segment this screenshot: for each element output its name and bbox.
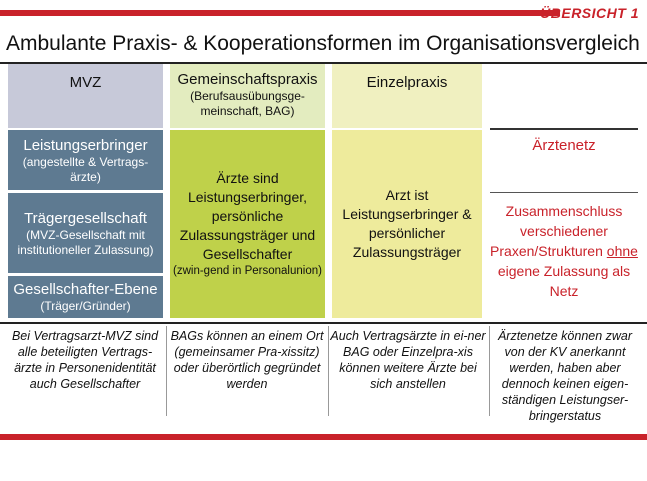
gemeinschaftspraxis-body (170, 130, 325, 318)
aerztenetz-body-text (490, 201, 638, 301)
einzelpraxis-body (332, 130, 482, 318)
mvz-block-main: Gesellschafter-Ebene (13, 281, 158, 298)
einzelpraxis-header (332, 64, 482, 128)
mvz-block-sub: (MVZ-Gesellschaft mit institutioneller Zulassung) (17, 227, 154, 257)
mvz-block-sub: (angestellte & Vertrags-ärzte) (22, 154, 149, 184)
table-bottom-rule (0, 322, 647, 324)
mvz-note: Bei Vertragsarzt-MVZ sind alle beteiligten Vertrags-ärzte in Personenidentität auch Gesellschafter (11, 329, 159, 391)
einzelpraxis-heading: Einzelpraxis (366, 74, 448, 91)
einzelpraxis-body-text: Arzt ist Leistungserbringer & persönlicher Zulassungsträger (342, 187, 472, 260)
overview-badge: ÜBERSICHT 1 (540, 5, 639, 21)
gemeinschaftspraxis-heading: Gemeinschaftspraxis (177, 71, 318, 88)
aerztenetz-heading: Ärztenetz (532, 136, 596, 154)
aerztenetz-body-underlined: ohne (606, 243, 638, 259)
top-accent-bar (0, 10, 560, 16)
mvz-block-main: Leistungserbringer (23, 136, 148, 154)
aerztenetz-note: Ärztenetze können zwar von der KV anerkannt werden, haben aber dennoch keinen eigen-ständigen Leistungser-bringerstatus (497, 329, 633, 423)
mvz-block-leistungserbringer (8, 130, 163, 190)
page-title: Ambulante Praxis- & Kooperationsformen im Organisationsvergleich (6, 32, 640, 55)
mvz-block-sub: (Träger/Gründer) (40, 299, 131, 313)
einzelpraxis-note: Auch Vertragsärzte in ei-ner BAG oder Einzelpra-xis können weitere Ärzte bei sich anstellen (330, 329, 486, 391)
mvz-heading: MVZ (69, 74, 102, 91)
aerztenetz-body (490, 196, 638, 306)
mvz-header (8, 64, 163, 128)
mvz-block-traegergesellschaft (8, 193, 163, 273)
aerztenetz-top-rule (490, 128, 638, 130)
gemeinschaftspraxis-body-sub: (zwin-gend in Personalunion) (173, 265, 322, 277)
gemeinschaftspraxis-note: BAGs können an einem Ort (gemeinsamer Pra-xissitz) oder überörtlich gegründet werden (170, 329, 324, 391)
aerztenetz-mid-rule (490, 192, 638, 193)
aerztenetz-body-after: eigene Zulassung als Netz (497, 263, 631, 299)
gemeinschaftspraxis-header (170, 64, 325, 128)
aerztenetz-header (490, 132, 638, 158)
mvz-block-main: Trägergesellschaft (24, 209, 147, 227)
gemeinschaftspraxis-heading-sub: (Berufsausübungsge-meinschaft, BAG) (190, 89, 305, 118)
bottom-accent-bar (0, 434, 647, 440)
gemeinschaftspraxis-body-main: Ärzte sind Leistungserbringer, persönliche Zulassungsträger und Gesellschafter (179, 170, 316, 262)
mvz-block-gesellschafter (8, 276, 163, 318)
aerztenetz-body-before: Zusammenschluss verschiedener Praxen/Strukturen (490, 203, 623, 259)
